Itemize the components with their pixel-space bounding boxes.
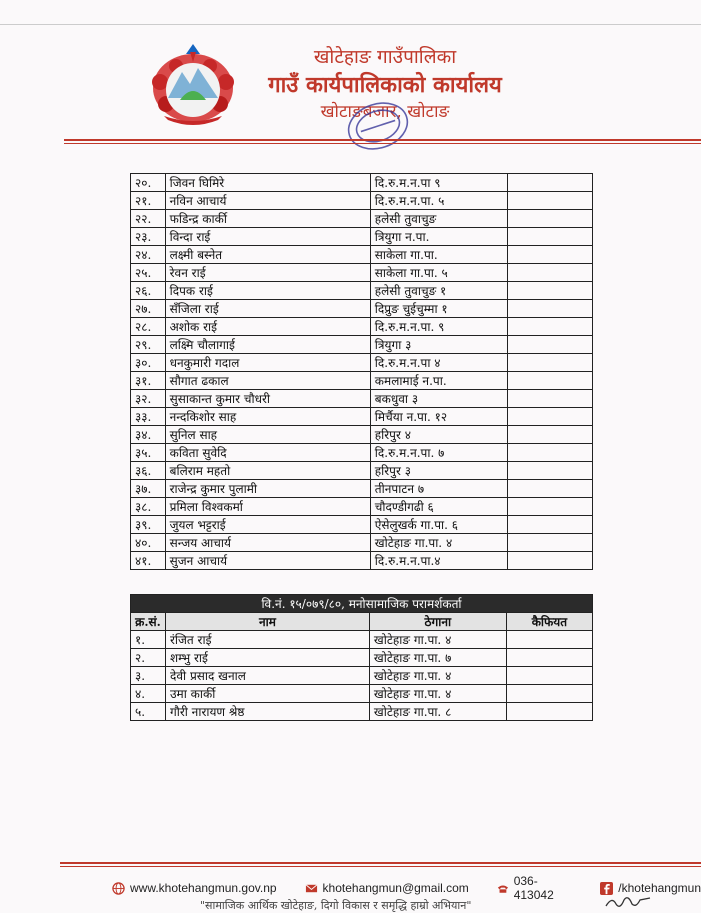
cell-remarks xyxy=(508,210,593,228)
header-remarks: कैफियत xyxy=(506,613,592,631)
cell-sn: ४१. xyxy=(131,552,166,570)
cell-sn: ३६. xyxy=(131,462,166,480)
table-row xyxy=(131,390,593,408)
table-row xyxy=(131,282,593,300)
cell-sn: ५. xyxy=(131,703,166,721)
cell-sn: २. xyxy=(131,649,166,667)
cell-remarks xyxy=(506,703,592,721)
footer-facebook[interactable] xyxy=(600,881,701,895)
table-row xyxy=(131,552,593,570)
table-row xyxy=(131,372,593,390)
website-link[interactable]: www.khotehangmun.gov.np xyxy=(130,881,277,895)
cell-name: प्रमिला विश्वकर्मा xyxy=(165,498,370,516)
table-row xyxy=(131,534,593,552)
table-row xyxy=(131,462,593,480)
table-row xyxy=(131,631,593,649)
cell-name: लक्ष्मी बस्नेत xyxy=(165,246,370,264)
cell-remarks xyxy=(506,667,592,685)
cell-name: सौगात ढकाल xyxy=(165,372,370,390)
phone-number[interactable]: 036-413042 xyxy=(513,874,554,902)
cell-address: त्रियुगा ३ xyxy=(370,336,507,354)
table-title-row xyxy=(131,595,593,613)
cell-name: सुजन आचार्य xyxy=(165,552,370,570)
cell-address: दि.रु.म.न.पा. ७ xyxy=(370,444,507,462)
cell-remarks xyxy=(508,534,593,552)
phone-icon xyxy=(497,882,509,895)
cell-name: विन्दा राई xyxy=(165,228,370,246)
cell-remarks xyxy=(508,174,593,192)
cell-remarks xyxy=(506,631,592,649)
cell-address: साकेला गा.पा. xyxy=(370,246,507,264)
header-address: ठेगाना xyxy=(369,613,506,631)
table-row xyxy=(131,192,593,210)
cell-remarks xyxy=(508,228,593,246)
cell-name: धनकुमारी गदाल xyxy=(165,354,370,372)
cell-address: खोटेहाङ गा.पा. ४ xyxy=(369,631,506,649)
cell-address: दि.रु.म.न.पा. ९ xyxy=(370,318,507,336)
cell-name: फडिन्द्र कार्की xyxy=(165,210,370,228)
table-row xyxy=(131,649,593,667)
header-divider xyxy=(64,139,701,141)
cell-name: सँजिला राई xyxy=(165,300,370,318)
cell-address: तीनपाटन ७ xyxy=(370,480,507,498)
signature-icon xyxy=(604,894,654,910)
table-row xyxy=(131,498,593,516)
cell-address: खोटेहाङ गा.पा. ७ xyxy=(369,649,506,667)
cell-name: सुसाकान्त कुमार चौधरी xyxy=(165,390,370,408)
cell-address: हरिपुर ३ xyxy=(370,462,507,480)
cell-address: ऐसेलुखर्क गा.पा. ६ xyxy=(370,516,507,534)
cell-remarks xyxy=(508,408,593,426)
table-row xyxy=(131,685,593,703)
mail-icon xyxy=(305,882,318,895)
cell-remarks xyxy=(506,685,592,703)
cell-remarks xyxy=(508,300,593,318)
table-row xyxy=(131,516,593,534)
cell-remarks xyxy=(508,516,593,534)
cell-sn: २७. xyxy=(131,300,166,318)
cell-remarks xyxy=(508,264,593,282)
cell-name: नन्दकिशोर साह xyxy=(165,408,370,426)
table-row xyxy=(131,264,593,282)
cell-remarks xyxy=(508,498,593,516)
table-row xyxy=(131,336,593,354)
cell-name: राजेन्द्र कुमार पुलामी xyxy=(165,480,370,498)
cell-address: कमलामाई न.पा. xyxy=(370,372,507,390)
cell-sn: ४. xyxy=(131,685,166,703)
cell-remarks xyxy=(506,649,592,667)
cell-remarks xyxy=(508,192,593,210)
table-row xyxy=(131,246,593,264)
table-row xyxy=(131,300,593,318)
footer-divider xyxy=(60,862,701,864)
globe-icon xyxy=(112,882,125,895)
table-row xyxy=(131,444,593,462)
office-name: गाउँ कार्यपालिकाको कार्यालय xyxy=(268,72,502,98)
cell-name: कविता सुवेदि xyxy=(165,444,370,462)
facebook-icon xyxy=(600,882,613,895)
cell-sn: २८. xyxy=(131,318,166,336)
cell-name: देवी प्रसाद खनाल xyxy=(165,667,369,685)
cell-name: सुनिल साह xyxy=(165,426,370,444)
office-stamp-icon xyxy=(332,90,424,162)
cell-remarks xyxy=(508,426,593,444)
cell-sn: २९. xyxy=(131,336,166,354)
cell-sn: ३५. xyxy=(131,444,166,462)
cell-remarks xyxy=(508,462,593,480)
cell-name: जिवन घिमिरे xyxy=(165,174,370,192)
cell-name: रेवन राई xyxy=(165,264,370,282)
cell-address: त्रियुगा न.पा. xyxy=(370,228,507,246)
header-divider-thin xyxy=(64,143,701,144)
table-header-row xyxy=(131,613,593,631)
cell-sn: ३८. xyxy=(131,498,166,516)
cell-name: शम्भु राई xyxy=(165,649,369,667)
footer-email[interactable] xyxy=(305,881,469,895)
table-row xyxy=(131,703,593,721)
cell-sn: २५. xyxy=(131,264,166,282)
cell-remarks xyxy=(508,282,593,300)
cell-sn: ३०. xyxy=(131,354,166,372)
cell-sn: ३. xyxy=(131,667,166,685)
candidate-table-1 xyxy=(130,173,593,570)
table-row xyxy=(131,667,593,685)
cell-name: उमा कार्की xyxy=(165,685,369,703)
cell-sn: ३४. xyxy=(131,426,166,444)
header-name: नाम xyxy=(165,613,369,631)
cell-sn: ४०. xyxy=(131,534,166,552)
cell-address: खोटेहाङ गा.पा. ४ xyxy=(369,685,506,703)
cell-remarks xyxy=(508,354,593,372)
facebook-link[interactable]: /khotehangmun xyxy=(618,881,701,895)
table-row xyxy=(131,228,593,246)
cell-address: दि.रु.म.न.पा.४ xyxy=(370,552,507,570)
cell-address: दि.रु.म.न.पा ९ xyxy=(370,174,507,192)
cell-address: खोटेहाङ गा.पा. ४ xyxy=(369,667,506,685)
cell-address: खोटेहाङ गा.पा. ४ xyxy=(370,534,507,552)
cell-sn: २४. xyxy=(131,246,166,264)
cell-name: सन्जय आचार्य xyxy=(165,534,370,552)
email-link[interactable]: khotehangmun@gmail.com xyxy=(322,881,469,895)
cell-sn: २१. xyxy=(131,192,166,210)
cell-address: चौदण्डीगढी ६ xyxy=(370,498,507,516)
cell-remarks xyxy=(508,246,593,264)
cell-sn: ३९. xyxy=(131,516,166,534)
page-top-edge xyxy=(0,24,701,25)
cell-address: हरिपुर ४ xyxy=(370,426,507,444)
table-row xyxy=(131,210,593,228)
cell-name: दिपक राई xyxy=(165,282,370,300)
cell-address: बकधुवा ३ xyxy=(370,390,507,408)
candidate-table-2 xyxy=(130,594,593,721)
cell-sn: २०. xyxy=(131,174,166,192)
cell-address: खोटेहाङ गा.पा. ८ xyxy=(369,703,506,721)
cell-address: साकेला गा.पा. ५ xyxy=(370,264,507,282)
cell-sn: १. xyxy=(131,631,166,649)
cell-sn: ३१. xyxy=(131,372,166,390)
cell-address: मिर्चैया न.पा. १२ xyxy=(370,408,507,426)
cell-remarks xyxy=(508,336,593,354)
footer-phone[interactable] xyxy=(497,874,572,902)
cell-remarks xyxy=(508,480,593,498)
cell-address: दि.रु.म.न.पा ४ xyxy=(370,354,507,372)
cell-address: दिप्रुङ चुईचुम्मा १ xyxy=(370,300,507,318)
cell-remarks xyxy=(508,552,593,570)
office-address: खोटाङबजार, खोटाङ xyxy=(320,102,450,122)
footer-website[interactable] xyxy=(112,881,277,895)
cell-address: दि.रु.म.न.पा. ५ xyxy=(370,192,507,210)
footer-slogan: "सामाजिक आर्थिक खोटेहाङ, दिगो विकास र समृद्धि हाम्रो अभियान" xyxy=(200,899,472,912)
cell-remarks xyxy=(508,390,593,408)
table-row xyxy=(131,480,593,498)
cell-sn: ३२. xyxy=(131,390,166,408)
table-row xyxy=(131,318,593,336)
cell-sn: ३७. xyxy=(131,480,166,498)
cell-name: रंजित राई xyxy=(165,631,369,649)
cell-address: हलेसी तुवाचुङ xyxy=(370,210,507,228)
cell-sn: २२. xyxy=(131,210,166,228)
cell-remarks xyxy=(508,444,593,462)
header-sn: क्र.सं. xyxy=(131,613,166,631)
cell-name: बलिराम महतो xyxy=(165,462,370,480)
table-row xyxy=(131,408,593,426)
municipality-name: खोटेहाङ गाउँपालिका xyxy=(313,46,457,68)
cell-name: गौरी नारायण श्रेष्ठ xyxy=(165,703,369,721)
table-title: वि.नं. १५/०७९/८०, मनोसामाजिक परामर्शकर्ता xyxy=(131,595,593,613)
cell-address: हलेसी तुवाचुङ १ xyxy=(370,282,507,300)
nepal-emblem-icon xyxy=(146,42,240,126)
cell-remarks xyxy=(508,318,593,336)
cell-name: नविन आचार्य xyxy=(165,192,370,210)
cell-name: लक्ष्मि चौलागाई xyxy=(165,336,370,354)
cell-name: जुयल भट्टराई xyxy=(165,516,370,534)
table-row xyxy=(131,426,593,444)
cell-remarks xyxy=(508,372,593,390)
footer-divider-thin xyxy=(60,866,701,867)
cell-sn: ३३. xyxy=(131,408,166,426)
table-row xyxy=(131,354,593,372)
cell-sn: २६. xyxy=(131,282,166,300)
table-row xyxy=(131,174,593,192)
cell-name: अशोक राई xyxy=(165,318,370,336)
cell-sn: २३. xyxy=(131,228,166,246)
